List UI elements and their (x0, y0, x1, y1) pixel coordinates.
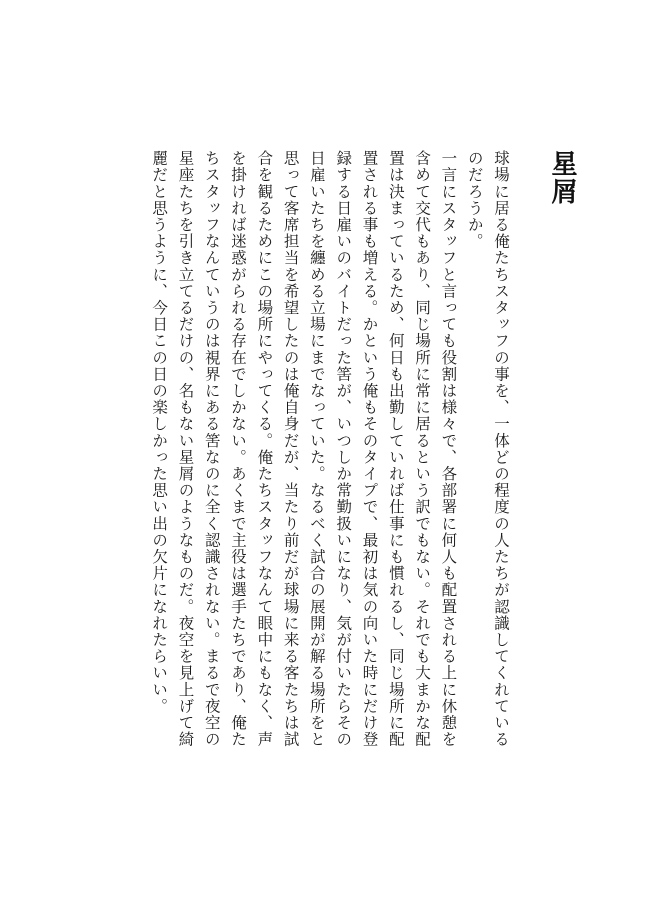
chapter-title: 星屑 (547, 150, 577, 206)
paragraph-1: 球場に居る俺たちスタッフの事を、一体どの程度の人たちが認識してくれているのだろうか。 (465, 150, 510, 748)
body-text (118, 150, 514, 760)
paragraph-2: 一言にスタッフと言っても役割は様々で、各部署に何人も配置される上に休憩を含めて交代もあり、同じ場所に常に居るという訳でもない。それでも大まかな配置は決まっているため、何日も出勤していれば仕事にも慣れるし、同じ場所に配置される事も増える。かという俺もそのタイプで、最初は気の向いた時にだけ登録する日雇いのバイトだった筈が、いつしか常勤扱いになり、気が付いたらその日雇いたちを纏める立場にまでなっていた。なるべく試合の展開が解る場所をと思って客席担当を希望したのは俺自身だが、当たり前だが球場に来る客たちは試合を観るためにこの場所にやってくる。俺たちスタッフなんて眼中にもなく、声を掛ければ迷惑がられる存在でしかない。あくまで主役は選手たちであり、俺たちスタッフなんていうのは視界にある筈なのに全く認識されない。まるで夜空の星座たちを引き立てるだけの、名もない星屑のようなものだ。夜空を見上げて綺麗だと思うように、今日この日の楽しかった思い出の欠片になれたらいい。 (150, 150, 458, 748)
